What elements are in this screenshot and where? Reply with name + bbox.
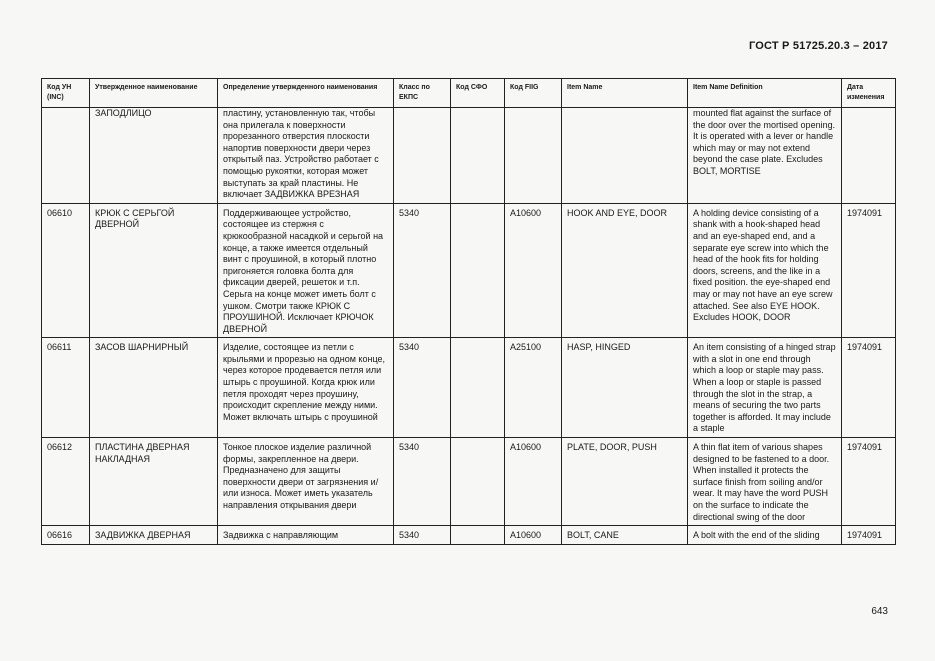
cell-code: 06611 xyxy=(42,338,90,438)
cell-fiig: A10600 xyxy=(505,438,562,526)
cell-sfo xyxy=(451,203,505,338)
cell-sfo xyxy=(451,438,505,526)
cell-ekps: 5340 xyxy=(394,526,451,545)
cell-sfo xyxy=(451,108,505,204)
cell-item-definition: A thin flat item of various shapes designed to be fastened to a door. When installed it protects the surface finish from soiling and/or wear. It may have the word PUSH on the surface to indicate the directional swing of the door xyxy=(688,438,842,526)
cell-ekps: 5340 xyxy=(394,438,451,526)
cell-date xyxy=(842,108,896,204)
column-header-sfo: Код СФО xyxy=(451,79,505,108)
cell-code: 06616 xyxy=(42,526,90,545)
cell-code xyxy=(42,108,90,204)
cell-name: ЗАСОВ ШАРНИРНЫЙ xyxy=(90,338,218,438)
column-header-fiig: Код FIIG xyxy=(505,79,562,108)
cell-definition: Поддерживающее устройство, состоящее из стержня с крюкообразной насадкой и серьгой на конце, а также имеется отдельный винт с проушиной, в который плотно пригоняется головка болта для фиксации дверей, решеток и т.п. Серьга на конце может иметь болт с ушком. Смотри также КРЮК С ПРОУШИНОЙ. Исключает КРЮЧОК ДВЕРНОЙ xyxy=(218,203,394,338)
cell-definition: Тонкое плоское изделие различной формы, закрепленное на двери. Предназначено для защиты поверхности двери от загрязнения и/или износа. Может иметь указатель направления открывания двери xyxy=(218,438,394,526)
cell-name: КРЮК С СЕРЬГОЙ ДВЕРНОЙ xyxy=(90,203,218,338)
column-header-code: Код УН (INC) xyxy=(42,79,90,108)
cell-fiig: A10600 xyxy=(505,203,562,338)
cell-definition: пластину, установленную так, чтобы она прилегала к поверхности прорезанного отверстия плоскости напортив поверхности двери через открытый паз. Устройство работает с помощью рукоятки, которая может выступать за край пластины. Не включает ЗАДВИЖКА ВРЕЗНАЯ xyxy=(218,108,394,204)
page-number: 643 xyxy=(871,606,888,617)
cell-ekps xyxy=(394,108,451,204)
cell-date: 1974091 xyxy=(842,526,896,545)
cell-name: ЗАПОДЛИЦО xyxy=(90,108,218,204)
cell-fiig: A10600 xyxy=(505,526,562,545)
table-header-row xyxy=(42,79,896,108)
cell-definition: Изделие, состоящее из петли с крыльями и прорезью на одном конце, через которое продевается петля или штырь с проушиной. Когда крюк или петля проходят через проушину, происходит скрепление между ними. Может включать штырь с проушиной xyxy=(218,338,394,438)
cell-item-name: HASP, HINGED xyxy=(562,338,688,438)
document-standard-header: ГОСТ Р 51725.20.3 – 2017 xyxy=(748,40,888,52)
table-row xyxy=(42,203,896,338)
cell-item-definition: An item consisting of a hinged strap with a slot in one end through which a loop or staple may pass. When a loop or staple is passed through the slot in the strap, a means of securing the two parts together is afforded. It may include a staple xyxy=(688,338,842,438)
cell-ekps: 5340 xyxy=(394,338,451,438)
table-row xyxy=(42,438,896,526)
column-header-item-name: Item Name xyxy=(562,79,688,108)
column-header-definition: Определение утвержденного наименования xyxy=(218,79,394,108)
column-header-name: Утвержденное наименование xyxy=(90,79,218,108)
cell-date: 1974091 xyxy=(842,438,896,526)
table-row xyxy=(42,526,896,545)
cell-item-name xyxy=(562,108,688,204)
cell-date: 1974091 xyxy=(842,203,896,338)
classification-table xyxy=(41,78,896,545)
cell-fiig xyxy=(505,108,562,204)
cell-name: ЗАДВИЖКА ДВЕРНАЯ xyxy=(90,526,218,545)
cell-sfo xyxy=(451,338,505,438)
column-header-item-definition: Item Name Definition xyxy=(688,79,842,108)
column-header-ekps: Класс по ЕКПС xyxy=(394,79,451,108)
cell-item-name: BOLT, CANE xyxy=(562,526,688,545)
column-header-date: Дата изменения xyxy=(842,79,896,108)
table-row xyxy=(42,108,896,204)
cell-item-definition: mounted flat against the surface of the door over the mortised opening. It is operated with a lever or handle which may or may not extend beyond the case plate. Excludes BOLT, MORTISE xyxy=(688,108,842,204)
cell-fiig: A25100 xyxy=(505,338,562,438)
table-row xyxy=(42,338,896,438)
cell-name: ПЛАСТИНА ДВЕРНАЯ НАКЛАДНАЯ xyxy=(90,438,218,526)
cell-date: 1974091 xyxy=(842,338,896,438)
cell-code: 06610 xyxy=(42,203,90,338)
cell-code: 06612 xyxy=(42,438,90,526)
cell-item-name: PLATE, DOOR, PUSH xyxy=(562,438,688,526)
cell-item-name: HOOK AND EYE, DOOR xyxy=(562,203,688,338)
cell-item-definition: A bolt with the end of the sliding xyxy=(688,526,842,545)
cell-definition: Задвижка с направляющим xyxy=(218,526,394,545)
cell-sfo xyxy=(451,526,505,545)
cell-ekps: 5340 xyxy=(394,203,451,338)
cell-item-definition: A holding device consisting of a shank with a hook-shaped head and an eye-shaped end, and a separate eye screw into which the head of the hook fits for holding doors, screens, and the like in a fixed position. the eye-shaped end may or may not have an eye screw attached. See also EYE HOOK. Excludes HOOK, DOOR xyxy=(688,203,842,338)
